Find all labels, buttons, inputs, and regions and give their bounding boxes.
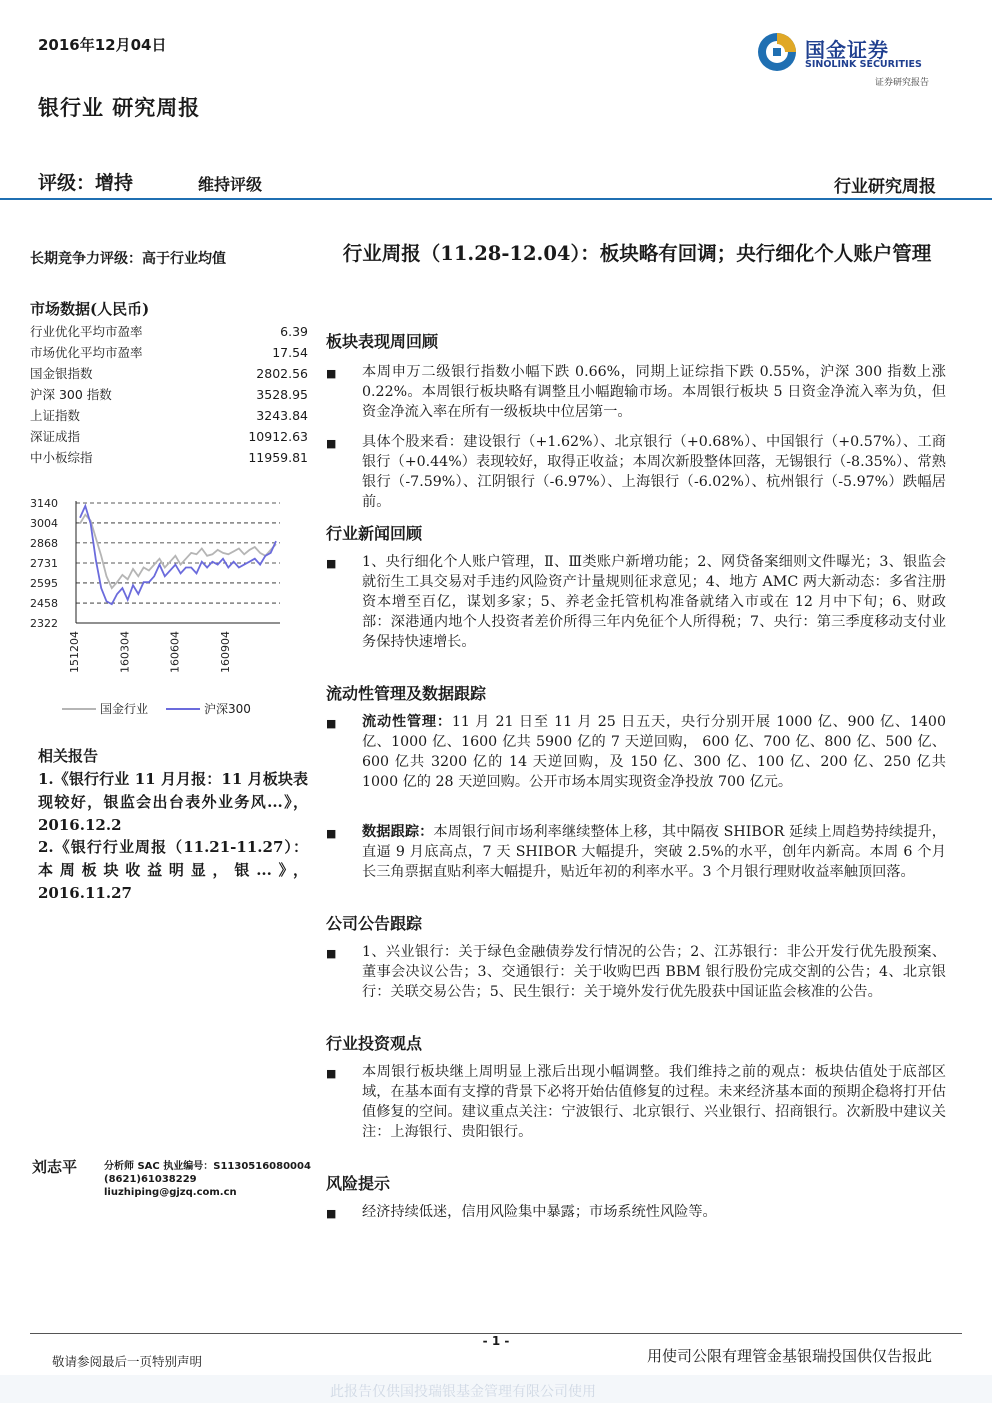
chart-legend xyxy=(62,700,269,717)
paragraph xyxy=(326,432,946,512)
report-type: 行业研究周报 xyxy=(834,177,936,197)
paragraph xyxy=(326,362,946,422)
section-title: 公司公告跟踪 xyxy=(326,914,423,933)
market-label: 市场优化平均市盈率 xyxy=(30,345,143,360)
paragraph xyxy=(326,1202,946,1224)
brand-name-cn: 国金证券 xyxy=(805,38,889,62)
paragraph-lead: 流动性管理： xyxy=(362,714,452,730)
x-tick-label: 160604 xyxy=(168,631,182,673)
report-date: 2016年12月04日 xyxy=(38,36,167,54)
industry-title: 银行业 研究周报 xyxy=(38,95,201,120)
paragraph-text: 本周银行间市场利率继续整体上移，其中隔夜 SHIBOR 延续上周趋势持续提升，直逼 9 月底高点，7 天 SHIBOR 大幅提升，突破 2.5%的水平，创年内新高。本周 6 个月长三角票据直贴利率大幅提升，贴近年初的利率水平。3 个月银行理财收益率触顶回落。 xyxy=(362,824,946,880)
market-row xyxy=(30,405,308,426)
market-label: 国金银指数 xyxy=(30,366,93,381)
market-row xyxy=(30,426,308,447)
paragraph-text: 本周申万二级银行指数小幅下跌 0.66%，同期上证综指下跌 0.55%，沪深 300 指数上涨 0.22%。本周银行板块略有调整且小幅跑输市场。本周银行板块 5 日资金净流入率为负，但资金净流入率在所有一级板块中位居第一。 xyxy=(362,364,946,420)
author-sac: 分析师 SAC 执业编号：S1130516080004 xyxy=(104,1161,311,1172)
bullet-icon: ■ xyxy=(326,437,337,450)
brand-subtitle: 证券研究报告 xyxy=(875,78,930,88)
series-line xyxy=(80,506,276,604)
paragraph-text: 1、央行细化个人账户管理，Ⅱ、Ⅲ类账户新增功能；2、网贷备案细则文件曝光；3、银监会就衍生工具交易对手违约风险资产计量规则征求意见；4、地方 AMC 两大新动态：多省注册资本增至百亿，谋划多家；5、养老金托管机构准备就绪入市或在 12 月中下旬；6、财政部：深港通内地个人投资者差价所得三年内免征个人所得税；7、央行：第三季度移动支付业务保持快速增长。 xyxy=(362,554,946,650)
market-row xyxy=(30,447,308,468)
page-number: - 1 - xyxy=(482,1334,510,1348)
market-value: 3243.84 xyxy=(256,408,308,423)
author-name: 刘志平 xyxy=(32,1158,78,1176)
bullet-icon: ■ xyxy=(326,717,337,730)
market-data-table xyxy=(30,321,308,468)
bullet-icon: ■ xyxy=(326,827,337,840)
paragraph-text: 本周银行板块继上周明显上涨后出现小幅调整。我们维持之前的观点：板块估值处于底部区域，在基本面有支撑的背景下必将开始估值修复的过程。未来经济基本面的预期企稳将打开估值修复的空间。建议重点关注：宁波银行、北京银行、兴业银行、招商银行。次新股中建议关注：上海银行、贵阳银行。 xyxy=(362,1064,946,1140)
market-label: 深证成指 xyxy=(30,429,81,444)
report-title: 行业周报（11.28-12.04）：板块略有回调；央行细化个人账户管理 xyxy=(342,242,932,265)
y-tick-label: 2322 xyxy=(30,617,58,630)
y-tick-label: 2868 xyxy=(30,536,58,550)
bullet-icon: ■ xyxy=(326,367,337,380)
legend-item xyxy=(166,700,251,717)
legend-label: 沪深300 xyxy=(204,702,251,716)
author-info xyxy=(104,1160,311,1199)
y-tick-label: 3004 xyxy=(30,516,58,530)
bullet-icon: ■ xyxy=(326,947,337,960)
paragraph xyxy=(326,942,946,1002)
rating: 评级：增持 xyxy=(38,172,134,194)
market-row xyxy=(30,321,308,342)
market-row xyxy=(30,342,308,363)
competitiveness-rating: 长期竞争力评级：高于行业均值 xyxy=(30,251,226,267)
section-title: 板块表现周回顾 xyxy=(326,332,439,351)
x-tick-label: 160304 xyxy=(118,631,132,673)
paragraph-text: 1、兴业银行：关于绿色金融债券发行情况的公告；2、江苏银行：非公开发行优先股预案、董事会决议公告；3、交通银行：关于收购巴西 BBM 银行股份完成交割的公告；4、北京银行：关联交易公告；5、民生银行：关于境外发行优先股获中国证监会核准的公告。 xyxy=(362,944,946,1000)
market-value: 10912.63 xyxy=(248,429,308,444)
author-email[interactable]: liuzhiping@gjzq.com.cn xyxy=(104,1187,237,1198)
market-value: 2802.56 xyxy=(256,366,308,381)
paragraph xyxy=(326,552,946,652)
bullet-icon: ■ xyxy=(326,557,337,570)
paragraph xyxy=(326,1062,946,1142)
section-title: 风险提示 xyxy=(326,1174,391,1193)
market-value: 17.54 xyxy=(272,345,308,360)
x-tick-label: 151204 xyxy=(68,631,81,673)
paragraph-text: 经济持续低迷，信用风险集中暴露；市场系统性风险等。 xyxy=(362,1204,717,1220)
x-tick-label: 160904 xyxy=(218,631,232,673)
related-report-2[interactable]: 2.《银行行业周报（11.21-11.27）：本周板块收益明显，银...》，2016.11.27 xyxy=(38,838,308,902)
legend-item xyxy=(62,700,148,717)
y-tick-label: 2458 xyxy=(30,597,58,611)
market-row xyxy=(30,363,308,384)
maintain-rating: 维持评级 xyxy=(198,175,263,194)
y-tick-label: 2731 xyxy=(30,557,58,570)
paragraph xyxy=(326,822,946,882)
brand-logo xyxy=(755,30,945,90)
y-tick-label: 2595 xyxy=(30,576,58,590)
market-row xyxy=(30,384,308,405)
related-report-1[interactable]: 1.《银行行业 11 月月报：11 月板块表现较好，银监会出台表外业务风...》，2016.12.2 xyxy=(38,770,308,834)
brand-name-en: SINOLINK SECURITIES xyxy=(805,59,922,70)
section-title: 行业投资观点 xyxy=(326,1034,423,1053)
section-title: 行业新闻回顾 xyxy=(326,524,423,543)
paragraph xyxy=(326,712,946,792)
market-label: 行业优化平均市盈率 xyxy=(30,324,143,339)
paragraph-text: 11 月 21 日至 11 月 25 日五天，央行分别开展 1000 亿、900 亿、1400 亿、1000 亿、1600 亿共 5900 亿的 7 天逆回购， 600 亿、700 亿、800 亿、500 亿、600 亿共 3200 亿的 14 天逆回购，及 150 亿、300 亿、100 亿、200 亿、250 亿共 1000 亿的 28 天逆回购。公开市场本周实现资金净投放 700 亿元。 xyxy=(362,714,946,790)
market-label: 中小板综指 xyxy=(30,450,93,465)
legend-label: 国金行业 xyxy=(100,702,149,716)
bullet-icon: ■ xyxy=(326,1207,337,1220)
related-reports-title: 相关报告 xyxy=(38,747,99,765)
market-value: 11959.81 xyxy=(248,450,308,465)
series-line xyxy=(80,515,276,588)
disclaimer-note: 敬请参阅最后一页特别声明 xyxy=(52,1354,203,1369)
footer-right-text: 用使司公限有理管金基银瑞投国供仅告报此 xyxy=(646,1347,932,1365)
author-phone: (8621)61038229 xyxy=(104,1174,197,1185)
market-label: 上证指数 xyxy=(30,408,81,423)
section-title: 流动性管理及数据跟踪 xyxy=(326,684,487,703)
index-line-chart xyxy=(28,490,298,680)
market-value: 3528.95 xyxy=(256,387,308,402)
y-tick-label: 3140 xyxy=(30,497,58,510)
paragraph-lead: 数据跟踪： xyxy=(362,824,434,840)
paragraph-text: 具体个股来看：建设银行（+1.62%）、北京银行（+0.68%）、中国银行（+0.57%）、工商银行（+0.44%）表现较好，取得正收益；本周次新股整体回落，无锡银行（-8.35%）、常熟银行（-7.59%）、江阴银行（-6.97%）、上海银行（-6.02%）、杭州银行（-5.97%）跌幅居前。 xyxy=(362,434,946,510)
market-value: 6.39 xyxy=(280,324,308,339)
header-divider xyxy=(0,198,992,200)
market-data-title: 市场数据(人民币) xyxy=(30,300,150,318)
market-label: 沪深 300 指数 xyxy=(30,387,112,402)
watermark: 此报告仅供国投瑞银基金管理有限公司使用 xyxy=(330,1384,596,1400)
bullet-icon: ■ xyxy=(326,1067,337,1080)
